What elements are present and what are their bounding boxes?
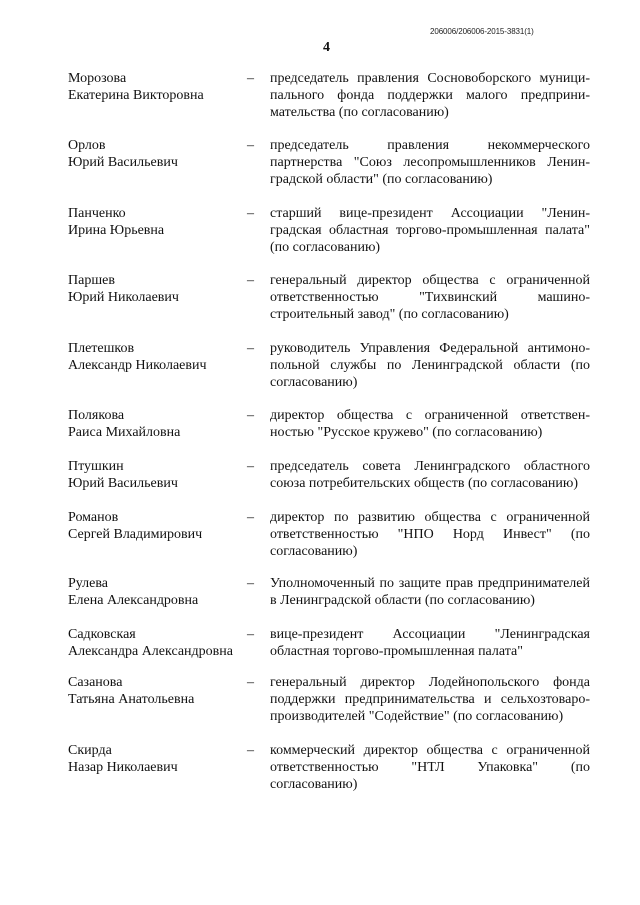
member-surname: Морозова bbox=[68, 71, 127, 86]
dash-separator: – bbox=[247, 627, 254, 642]
dash-separator: – bbox=[247, 675, 254, 690]
dash-separator: – bbox=[247, 408, 254, 423]
member-role: директор по развитию общества с ограниченной ответственностью "НПО Норд Инвест" (по согласованию) bbox=[270, 510, 590, 559]
member-surname: Скирда bbox=[68, 743, 112, 758]
member-name bbox=[68, 70, 243, 104]
member-surname: Сазанова bbox=[68, 675, 123, 690]
member-role: генеральный директор общества с ограниченной ответственностью "Тихвинский машиностроительный завод" (по согласованию) bbox=[270, 273, 590, 322]
member-given-name: Татьяна Анатольевна bbox=[68, 692, 195, 707]
member-name bbox=[68, 575, 243, 609]
member-name bbox=[68, 626, 243, 660]
dash-separator: – bbox=[247, 341, 254, 356]
member-name bbox=[68, 272, 243, 306]
member-surname: Садковская bbox=[68, 627, 136, 642]
member-given-name: Александр Николаевич bbox=[68, 358, 207, 373]
member-name bbox=[68, 674, 243, 708]
member-given-name: Юрий Николаевич bbox=[68, 290, 179, 305]
member-surname: Птушкин bbox=[68, 459, 124, 474]
member-name bbox=[68, 205, 243, 239]
member-surname: Паршев bbox=[68, 273, 115, 288]
dash-separator: – bbox=[247, 138, 254, 153]
member-name bbox=[68, 509, 243, 543]
member-surname: Плетешков bbox=[68, 341, 135, 356]
member-role: Уполномоченный по защите прав предпринимателей в Ленинградской области (по согласованию) bbox=[270, 576, 590, 608]
member-role: директор общества с ограниченной ответственностью "Русское кружево" (по согласованию) bbox=[270, 408, 590, 440]
member-surname: Романов bbox=[68, 510, 119, 525]
dash-separator: – bbox=[247, 576, 254, 591]
member-given-name: Назар Николаевич bbox=[68, 760, 178, 775]
member-given-name: Александра Александровна bbox=[68, 644, 233, 659]
member-role: старший вице-президент Ассоциации "Ленинградская областная торгово-промышленная палата" (по согласованию) bbox=[270, 206, 590, 255]
member-name bbox=[68, 742, 243, 776]
member-name bbox=[68, 458, 243, 492]
member-surname: Полякова bbox=[68, 408, 125, 423]
dash-separator: – bbox=[247, 206, 254, 221]
member-given-name: Екатерина Викторовна bbox=[68, 88, 204, 103]
dash-separator: – bbox=[247, 71, 254, 86]
member-role: вице-президент Ассоциации "Ленинградская областная торгово-промышленная палата" bbox=[270, 627, 590, 659]
member-role: генеральный директор Лодейнопольского фонда поддержки предпринимательства и сельхозтоваропроизводителей "Содействие" (по согласованию) bbox=[270, 675, 590, 724]
member-given-name: Сергей Владимирович bbox=[68, 527, 203, 542]
member-given-name: Юрий Васильевич bbox=[68, 155, 178, 170]
member-name bbox=[68, 340, 243, 374]
member-surname: Панченко bbox=[68, 206, 126, 221]
member-role: председатель правления Сосновоборского муниципального фонда поддержки малого предпринимательства (по согласованию) bbox=[270, 71, 590, 120]
member-role: коммерческий директор общества с ограниченной ответственностью "НТЛ Упаковка" (по согласованию) bbox=[270, 743, 590, 792]
document-registration-code: 206006/206006-2015-3831(1) bbox=[430, 27, 534, 36]
member-name bbox=[68, 407, 243, 441]
member-surname: Рулева bbox=[68, 576, 109, 591]
dash-separator: – bbox=[247, 743, 254, 758]
page-number: 4 bbox=[323, 40, 330, 55]
member-name bbox=[68, 137, 243, 171]
member-role: председатель совета Ленинградского областного союза потребительских обществ (по согласованию) bbox=[270, 459, 590, 491]
member-given-name: Юрий Васильевич bbox=[68, 476, 178, 491]
member-given-name: Елена Александровна bbox=[68, 593, 199, 608]
dash-separator: – bbox=[247, 459, 254, 474]
dash-separator: – bbox=[247, 273, 254, 288]
member-role: руководитель Управления Федеральной антимонопольной службы по Ленинградской области (по согласованию) bbox=[270, 341, 590, 390]
member-surname: Орлов bbox=[68, 138, 106, 153]
member-role: председатель правления некоммерческого партнерства "Союз лесопромышленников Ленинградской области" (по согласованию) bbox=[270, 138, 590, 187]
member-given-name: Раиса Михайловна bbox=[68, 425, 181, 440]
member-given-name: Ирина Юрьевна bbox=[68, 223, 165, 238]
dash-separator: – bbox=[247, 510, 254, 525]
